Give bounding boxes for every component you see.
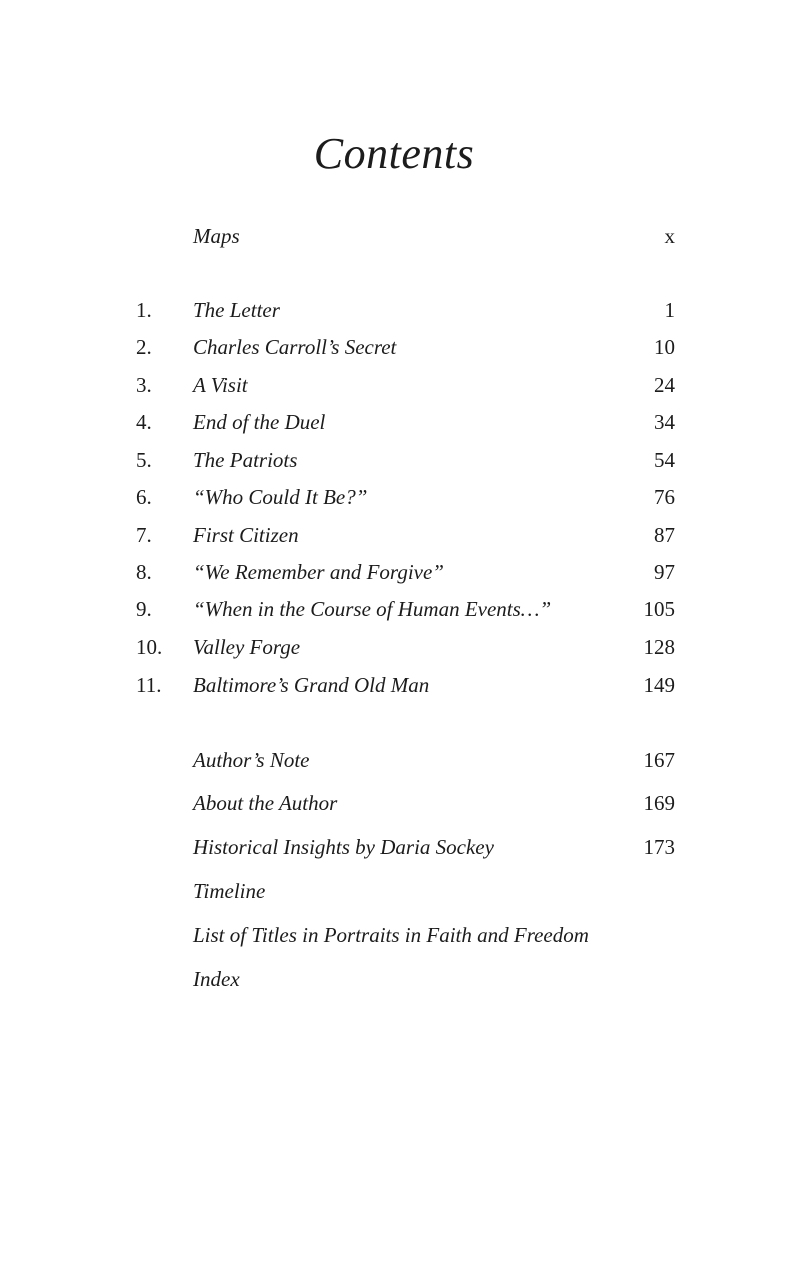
toc-chapter[interactable] bbox=[0, 445, 788, 475]
toc-chapter[interactable] bbox=[0, 370, 788, 400]
chapter-title: Charles Carroll’s Secret bbox=[193, 335, 397, 359]
toc-entry-label: List of Titles in Portraits in Faith and Freedom bbox=[193, 923, 589, 947]
toc-entry-label: Historical Insights by Daria Sockey bbox=[193, 835, 494, 859]
toc-entry-label: About the Author bbox=[193, 791, 338, 815]
chapter-page: 34 bbox=[654, 410, 675, 434]
toc-entry-page: 167 bbox=[643, 748, 675, 772]
chapter-title: First Citizen bbox=[193, 523, 299, 547]
toc-chapter[interactable] bbox=[0, 407, 788, 437]
toc-chapter[interactable] bbox=[0, 594, 788, 624]
chapter-number: 11. bbox=[136, 673, 162, 697]
toc-entry-page: 169 bbox=[643, 791, 675, 815]
toc-chapter[interactable] bbox=[0, 520, 788, 550]
chapter-page: 76 bbox=[654, 485, 675, 509]
chapter-page: 97 bbox=[654, 560, 675, 584]
chapter-page: 128 bbox=[643, 635, 675, 659]
toc-entry-label: Maps bbox=[193, 224, 240, 248]
chapter-number: 3. bbox=[136, 373, 152, 397]
chapter-number: 9. bbox=[136, 597, 152, 621]
toc-chapter[interactable] bbox=[0, 295, 788, 325]
chapter-page: 87 bbox=[654, 523, 675, 547]
chapter-page: 149 bbox=[643, 673, 675, 697]
chapter-title: The Patriots bbox=[193, 448, 298, 472]
chapter-page: 10 bbox=[654, 335, 675, 359]
toc-entry-page: 173 bbox=[643, 835, 675, 859]
toc-chapter[interactable] bbox=[0, 557, 788, 587]
chapter-number: 1. bbox=[136, 298, 152, 322]
chapter-page: 1 bbox=[664, 298, 675, 322]
chapter-title: End of the Duel bbox=[193, 410, 326, 434]
chapter-title: A Visit bbox=[193, 373, 248, 397]
toc-entry-list-of-titles[interactable] bbox=[0, 920, 788, 950]
toc-chapter[interactable] bbox=[0, 482, 788, 512]
chapter-number: 2. bbox=[136, 335, 152, 359]
chapter-number: 4. bbox=[136, 410, 152, 434]
chapter-page: 24 bbox=[654, 373, 675, 397]
chapter-title: “We Remember and Forgive” bbox=[193, 560, 444, 584]
toc-entry-historical-insights[interactable] bbox=[0, 832, 788, 862]
toc-entry-label: Index bbox=[193, 967, 240, 991]
toc-chapter[interactable] bbox=[0, 332, 788, 362]
chapter-title: “Who Could It Be?” bbox=[193, 485, 368, 509]
toc-entry-timeline[interactable] bbox=[0, 876, 788, 906]
toc-entry-page: x bbox=[664, 224, 675, 248]
chapter-number: 10. bbox=[136, 635, 163, 659]
toc-chapter[interactable] bbox=[0, 632, 788, 662]
page-title: Contents bbox=[313, 129, 475, 178]
chapter-number: 7. bbox=[136, 523, 152, 547]
toc-entry-index[interactable] bbox=[0, 964, 788, 994]
chapter-title: Valley Forge bbox=[193, 635, 301, 659]
chapter-number: 6. bbox=[136, 485, 152, 509]
chapter-title: “When in the Course of Human Events…” bbox=[193, 597, 552, 621]
toc-entry-about-author[interactable] bbox=[0, 788, 788, 818]
toc-entry-label: Timeline bbox=[193, 879, 266, 903]
toc-chapter[interactable] bbox=[0, 670, 788, 700]
chapter-number: 8. bbox=[136, 560, 152, 584]
chapter-title: Baltimore’s Grand Old Man bbox=[193, 673, 430, 697]
chapter-number: 5. bbox=[136, 448, 152, 472]
chapter-page: 54 bbox=[654, 448, 675, 472]
toc-entry-maps[interactable] bbox=[0, 221, 788, 251]
toc-entry-authors-note[interactable] bbox=[0, 745, 788, 775]
chapter-title: The Letter bbox=[193, 298, 280, 322]
chapter-page: 105 bbox=[643, 597, 675, 621]
toc-entry-label: Author’s Note bbox=[193, 748, 310, 772]
